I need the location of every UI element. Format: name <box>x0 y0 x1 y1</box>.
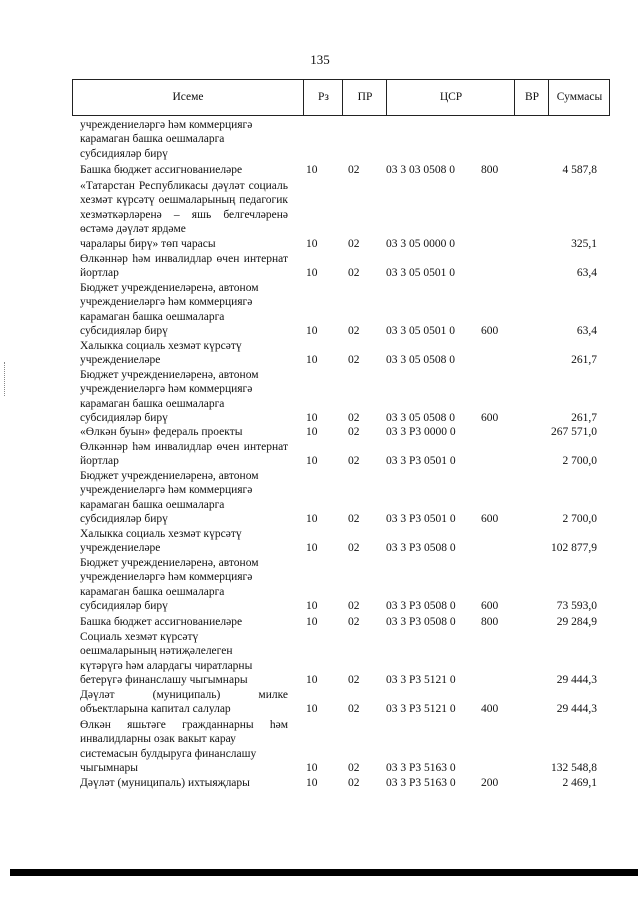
row-sum: 325,1 <box>571 237 597 250</box>
column-header-rz: Рз <box>303 80 343 115</box>
row-csr: 03 3 05 0508 0 <box>386 353 455 366</box>
row-pr: 02 <box>348 411 360 424</box>
table-row <box>0 368 640 425</box>
row-pr: 02 <box>348 776 360 789</box>
row-csr: 03 3 P3 5121 0 <box>386 673 456 686</box>
row-name: «Татарстан Республикасы дәүләт социаль хезмәт күрсәтү оешмаларының педагогик хезмәткәрләренә – яшь белгечләренә өстәмә дәүләт ярдәме чаралары бирү» төп чарасы <box>80 180 288 250</box>
row-pr: 02 <box>348 237 360 250</box>
row-name: учреждениеләргә һәм коммерциягә карамаган башка оешмаларга субсидияләр бирү <box>80 119 253 160</box>
row-pr: 02 <box>348 673 360 686</box>
row-csr: 03 3 P3 0508 0 <box>386 599 456 612</box>
row-name: Бюджет учреждениеләренә, автоном учреждениеләргә һәм коммерциягә карамаган башка оешмаларга субсидияләр бирү <box>80 470 259 526</box>
row-name: Социаль хезмәт күрсәтү оешмаларының нәтиҗәлелеген күтәрүгә һәм алардагы чиратларны бетерүгә финанслашу чыгымнары <box>80 631 253 687</box>
table-row <box>0 440 640 468</box>
row-name: Өлкән яшьтәге гражданнарны һәм инвалидларны озак вакыт карау системасын булдыруга финанслашу чыгымнары <box>80 719 288 775</box>
row-sum: 261,7 <box>571 411 597 424</box>
page-number: 135 <box>310 52 330 67</box>
scan-bottom-edge <box>10 869 638 876</box>
row-name: «Өлкән буын» федераль проекты <box>80 426 243 438</box>
row-name: Халыкка социаль хезмәт күрсәтү учреждениеләре <box>80 340 242 367</box>
row-vr: 800 <box>481 615 499 628</box>
table-row <box>0 425 640 439</box>
row-rz: 10 <box>306 615 318 628</box>
table-row <box>0 118 640 161</box>
row-csr: 03 3 P3 0501 0 <box>386 512 456 525</box>
row-vr: 200 <box>481 776 499 789</box>
row-rz: 10 <box>306 163 318 176</box>
row-pr: 02 <box>348 615 360 628</box>
row-name: Дәүләт (муниципаль) милке объектларына капитал салулар <box>80 689 288 716</box>
row-name: Бюджет учреждениеләренә, автоном учреждениеләргә һәм коммерциягә карамаган башка оешмаларга субсидияләр бирү <box>80 282 259 338</box>
row-vr: 600 <box>481 599 499 612</box>
row-vr: 600 <box>481 324 499 337</box>
row-csr: 03 3 P3 5163 0 <box>386 761 456 774</box>
column-header-sum: Суммасы <box>548 80 610 115</box>
row-csr: 03 3 03 0508 0 <box>386 163 455 176</box>
scan-margin-mark <box>4 362 6 396</box>
column-header-pr: ПР <box>342 80 387 115</box>
row-csr: 03 3 P3 5163 0 <box>386 776 456 789</box>
table-row <box>0 252 640 280</box>
row-vr: 400 <box>481 702 499 715</box>
row-sum: 63,4 <box>576 324 597 337</box>
row-sum: 4 587,8 <box>562 163 597 176</box>
row-name: Өлкәннәр һәм инвалидлар өчен интернат йортлар <box>80 253 288 280</box>
row-csr: 03 3 P3 5121 0 <box>386 702 456 715</box>
row-rz: 10 <box>306 266 318 279</box>
row-pr: 02 <box>348 599 360 612</box>
row-pr: 02 <box>348 266 360 279</box>
row-rz: 10 <box>306 541 318 554</box>
table-row <box>0 776 640 790</box>
row-pr: 02 <box>348 454 360 467</box>
column-header-name: Исеме <box>172 91 204 103</box>
table-row <box>0 179 640 251</box>
row-sum: 267 571,0 <box>551 425 597 438</box>
row-name: Бюджет учреждениеләренә, автоном учреждениеләргә һәм коммерциягә карамаган башка оешмаларга субсидияләр бирү <box>80 369 259 425</box>
row-sum: 2 469,1 <box>562 776 597 789</box>
column-header-vr: ВР <box>514 80 549 115</box>
row-pr: 02 <box>348 541 360 554</box>
row-vr: 800 <box>481 163 499 176</box>
row-sum: 63,4 <box>576 266 597 279</box>
column-header-csr: ЦСР <box>386 80 515 115</box>
table-row <box>0 556 640 613</box>
row-csr: 03 3 05 0501 0 <box>386 324 455 337</box>
row-sum: 261,7 <box>571 353 597 366</box>
row-name: Башка бюджет ассигнованиеләре <box>80 616 243 628</box>
row-vr: 600 <box>481 512 499 525</box>
row-rz: 10 <box>306 512 318 525</box>
row-rz: 10 <box>306 411 318 424</box>
row-rz: 10 <box>306 324 318 337</box>
row-rz: 10 <box>306 761 318 774</box>
row-sum: 2 700,0 <box>562 454 597 467</box>
table-row <box>0 469 640 526</box>
row-sum: 2 700,0 <box>562 512 597 525</box>
row-csr: 03 3 P3 0501 0 <box>386 454 456 467</box>
table-row <box>0 615 640 629</box>
row-rz: 10 <box>306 454 318 467</box>
row-sum: 29 444,3 <box>556 702 597 715</box>
row-name: Дәүләт (муниципаль) ихтыяҗлары <box>80 777 250 789</box>
row-csr: 03 3 05 0508 0 <box>386 411 455 424</box>
row-pr: 02 <box>348 353 360 366</box>
row-csr: 03 3 P3 0508 0 <box>386 615 456 628</box>
row-name: Өлкәннәр һәм инвалидлар өчен интернат йортлар <box>80 441 288 468</box>
row-vr: 600 <box>481 411 499 424</box>
row-csr: 03 3 05 0501 0 <box>386 266 455 279</box>
table-row <box>0 339 640 367</box>
row-sum: 29 444,3 <box>556 673 597 686</box>
table-row <box>0 163 640 177</box>
row-sum: 73 593,0 <box>556 599 597 612</box>
row-name: Халыкка социаль хезмәт күрсәтү учреждениеләре <box>80 528 242 555</box>
row-csr: 03 3 P3 0000 0 <box>386 425 456 438</box>
row-rz: 10 <box>306 599 318 612</box>
table-row <box>0 718 640 775</box>
table-row <box>0 281 640 338</box>
row-rz: 10 <box>306 702 318 715</box>
row-pr: 02 <box>348 761 360 774</box>
row-csr: 03 3 P3 0508 0 <box>386 541 456 554</box>
row-pr: 02 <box>348 512 360 525</box>
row-pr: 02 <box>348 425 360 438</box>
row-name: Бюджет учреждениеләренә, автоном учреждениеләргә һәм коммерциягә карамаган башка оешмаларга субсидияләр бирү <box>80 557 259 613</box>
row-rz: 10 <box>306 353 318 366</box>
row-sum: 102 877,9 <box>551 541 597 554</box>
row-csr: 03 3 05 0000 0 <box>386 237 455 250</box>
row-sum: 29 284,9 <box>556 615 597 628</box>
table-row <box>0 630 640 687</box>
row-rz: 10 <box>306 673 318 686</box>
row-rz: 10 <box>306 237 318 250</box>
row-name: Башка бюджет ассигнованиеләре <box>80 164 243 176</box>
table-header <box>72 79 610 116</box>
row-rz: 10 <box>306 425 318 438</box>
row-pr: 02 <box>348 702 360 715</box>
row-sum: 132 548,8 <box>551 761 597 774</box>
table-row <box>0 527 640 555</box>
row-pr: 02 <box>348 163 360 176</box>
row-rz: 10 <box>306 776 318 789</box>
row-pr: 02 <box>348 324 360 337</box>
table-row <box>0 688 640 716</box>
